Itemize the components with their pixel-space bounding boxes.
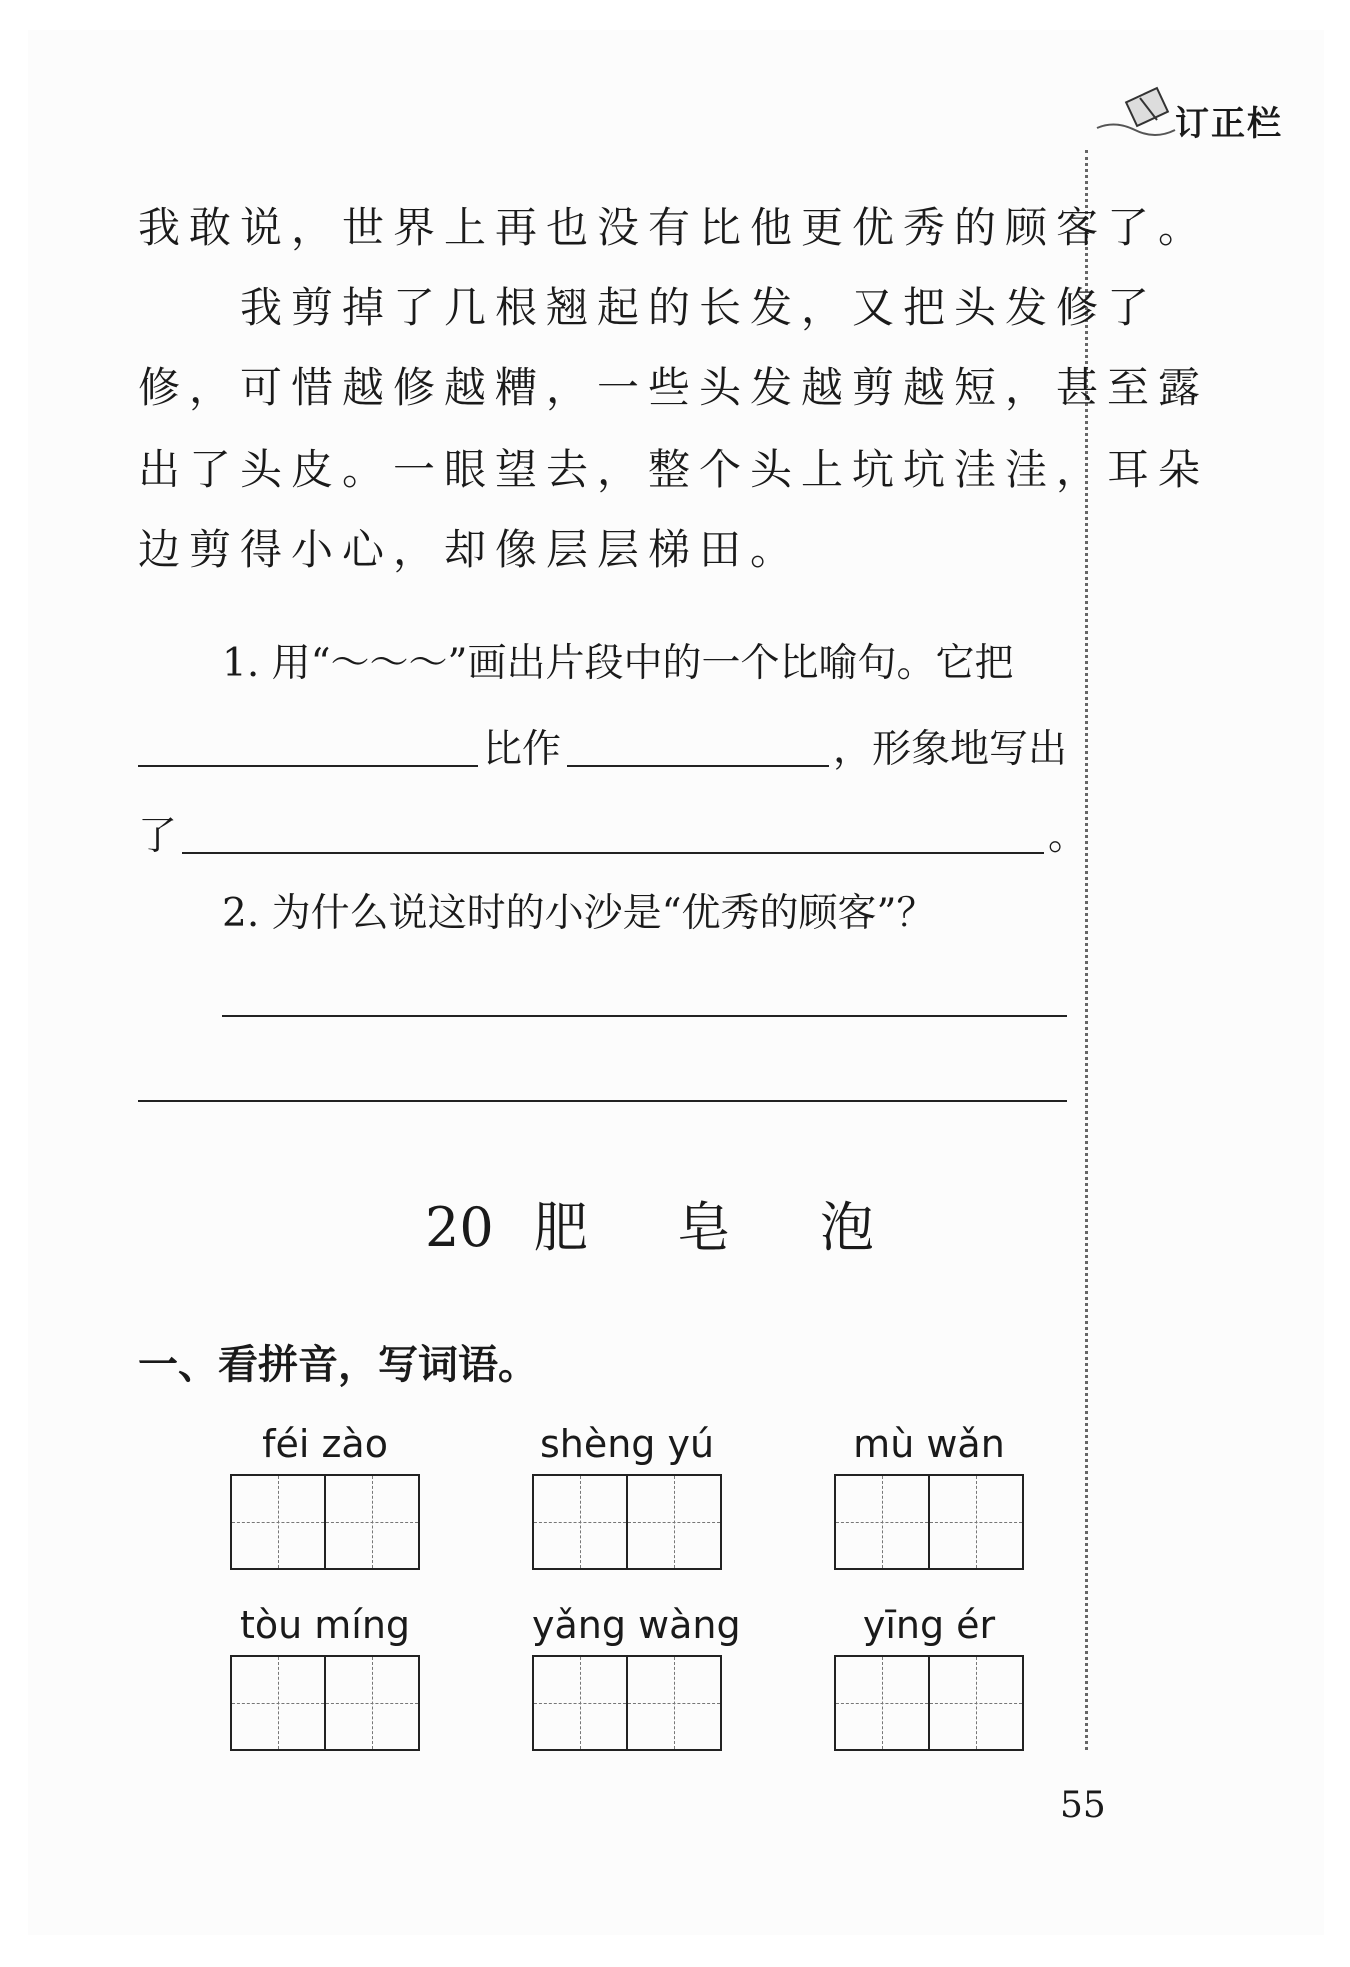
writing-cell[interactable]: [324, 1476, 418, 1568]
passage-line: 修，可惜越修越糟，一些头发越剪越短，甚至露: [138, 363, 1210, 412]
question-1-text: 1. 用“～～～”画出片段中的一个比喻句。它把: [222, 641, 1014, 686]
writing-cell[interactable]: [928, 1657, 1022, 1749]
passage-line: 出了头皮。一眼望去，整个头上坑坑洼洼，耳朵: [138, 445, 1210, 494]
question-1-line3-start: 了: [138, 814, 178, 859]
section-1-heading: 一、看拼音，写词语。: [138, 1342, 538, 1388]
writing-cell[interactable]: [836, 1476, 928, 1568]
writing-cell[interactable]: [626, 1476, 720, 1568]
writing-cell[interactable]: [534, 1657, 626, 1749]
question-2-text: 2. 为什么说这时的小沙是“优秀的顾客”？: [222, 891, 936, 936]
pinyin-label: yīng ér: [862, 1603, 996, 1647]
pinyin-label: mù wǎn: [853, 1422, 1005, 1466]
writing-cell[interactable]: [626, 1657, 720, 1749]
writing-grid[interactable]: [834, 1655, 1024, 1751]
writing-cell[interactable]: [232, 1476, 324, 1568]
writing-grid[interactable]: [230, 1655, 420, 1751]
answer-blank[interactable]: [138, 1100, 1067, 1102]
lesson-name: 肥 皂 泡: [533, 1196, 911, 1259]
writing-cell[interactable]: [232, 1657, 324, 1749]
writing-grid[interactable]: [532, 1655, 722, 1751]
pinyin-label: tòu míng: [239, 1603, 411, 1647]
passage-line: 我剪掉了几根翘起的长发，又把头发修了: [138, 283, 1159, 332]
pinyin-label: yǎng wàng: [532, 1603, 741, 1647]
lesson-number: 20: [425, 1196, 494, 1259]
pinyin-label: shèng yú: [539, 1422, 715, 1466]
answer-blank[interactable]: [182, 852, 1044, 854]
lesson-title: [425, 1185, 910, 1262]
writing-cell[interactable]: [836, 1657, 928, 1749]
writing-grid[interactable]: [532, 1474, 722, 1570]
pinyin-label: féi zào: [262, 1422, 388, 1466]
pencil-eraser-icon: [1095, 86, 1185, 146]
answer-blank[interactable]: [222, 1015, 1067, 1017]
page-number: 55: [1060, 1785, 1106, 1826]
writing-grid[interactable]: [834, 1474, 1024, 1570]
passage-line: 边剪得小心，却像层层梯田。: [138, 525, 802, 574]
writing-cell[interactable]: [324, 1657, 418, 1749]
correction-column-title: 订正栏: [1175, 104, 1283, 144]
question-1-line3-end: 。: [1048, 814, 1088, 859]
writing-cell[interactable]: [534, 1476, 626, 1568]
answer-blank[interactable]: [567, 765, 829, 767]
passage-line: 我敢说，世界上再也没有比他更优秀的顾客了。: [138, 203, 1210, 252]
writing-grid[interactable]: [230, 1474, 420, 1570]
answer-blank[interactable]: [138, 765, 478, 767]
correction-column-header: [1095, 86, 1320, 146]
question-1-compare-word: 比作: [483, 727, 562, 772]
writing-cell[interactable]: [928, 1476, 1022, 1568]
question-1-write-phrase: ，形象地写出: [833, 727, 1068, 772]
